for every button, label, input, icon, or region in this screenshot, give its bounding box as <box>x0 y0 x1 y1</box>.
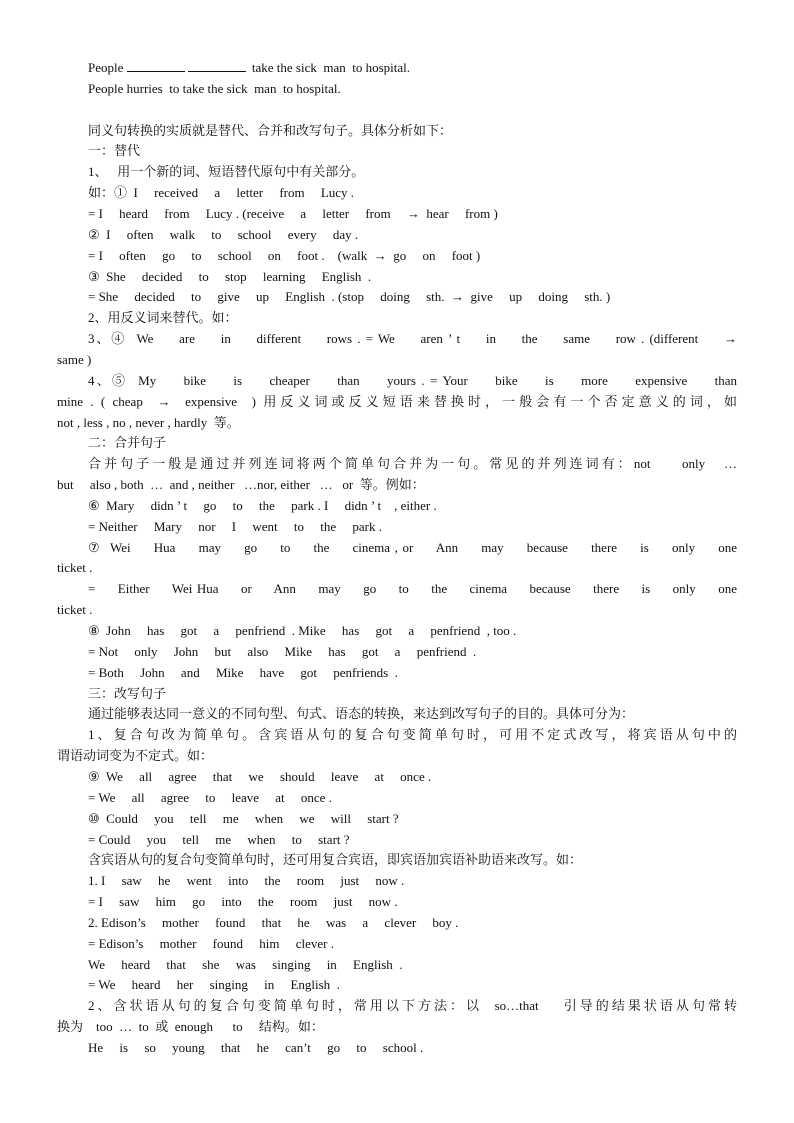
text-line: 3、④ We are in different rows . = We aren ’ t in the same row . (different → <box>88 331 737 347</box>
text-line: People hurries to take the sick man to hospital. <box>88 80 341 96</box>
text-line: 二：合并句子 <box>88 435 167 451</box>
text-line: 同义句转换的实质就是替代、合并和改写句子。具体分析如下： <box>88 122 453 138</box>
exercise-suffix: take the sick man to hospital. <box>251 60 411 75</box>
answer-blank-1[interactable] <box>127 59 185 72</box>
text-line: same ) <box>57 351 92 367</box>
text-line: 4、⑤ My bike is cheaper than yours . = Your bike is more expensive than <box>88 372 737 388</box>
text-line: = Either Wei Hua or Ann may go to the cinema because there is only one <box>88 581 737 597</box>
text-line: = We heard her singing in English . <box>88 977 340 993</box>
exercise-line-blanks <box>0 58 794 79</box>
text-line: 如：① I received a letter from Lucy . <box>88 185 355 201</box>
text-line: 1、 用一个新的词、短语替代原句中有关部分。 <box>88 164 365 180</box>
text-line: ⑨ We all agree that we should leave at once . <box>88 768 432 784</box>
text-line: = Not only John but also Mike has got a penfriend . <box>88 643 477 659</box>
text-line: but also , both … and , neither …nor, either … or 等。例如： <box>57 477 425 492</box>
text-line: ② I often walk to school every day . <box>88 226 359 242</box>
text-line: = We all agree to leave at once . <box>88 789 332 805</box>
text-line: not , less , no , never , hardly 等。 <box>57 414 240 430</box>
text-line: mine . ( cheap → expensive ) 用反义词或反义短语来替换时，一般会有一个否定意义的词，如 <box>57 393 737 409</box>
text-line: ticket . <box>57 602 93 618</box>
text-line: 换为 too … to 或 enough to 结构。如： <box>57 1019 324 1035</box>
answer-blank-2[interactable] <box>188 59 246 72</box>
text-line: 一：替代 <box>88 143 141 159</box>
text-line: = Edison’s mother found him clever . <box>88 935 334 951</box>
text-line: = I heard from Lucy . (receive a letter from → hear from ) <box>88 206 498 221</box>
text-line: 1、复合句改为简单句。含宾语从句的复合句变简单句时，可用不定式改写，将宾语从句中的 <box>88 727 737 743</box>
text-line: 谓语动词变为不定式。如： <box>57 748 214 764</box>
text-line: 2. Edison’s mother found that he was a clever boy . <box>88 914 459 930</box>
text-line: = I often go to school on foot . (walk → go on foot ) <box>88 247 481 263</box>
text-line: = Both John and Mike have got penfriends . <box>88 664 398 680</box>
text-line: 通过能够表达同一意义的不同句型、句式、语态的转换，来达到改写句子的目的。具体可分为： <box>88 706 635 722</box>
exercise-prefix: People <box>88 60 124 75</box>
text-line: 1. I saw he went into the room just now . <box>88 873 405 889</box>
text-line: = Could you tell me when to start ? <box>88 831 350 847</box>
text-line: 三：改写句子 <box>88 685 167 701</box>
text-line: 含宾语从句的复合句变简单句时，还可用复合宾语，即宾语加宾语补助语来改写。如： <box>88 852 583 868</box>
text-line: 2、含状语从句的复合句变简单句时，常用以下方法：以 so…that 引导的结果状语从句常转 <box>88 998 737 1014</box>
text-line: = I saw him go into the room just now . <box>88 894 398 909</box>
text-line: ticket . <box>57 560 93 576</box>
text-line: ⑦ Wei Hua may go to the cinema , or Ann may because there is only one <box>88 539 737 555</box>
text-line: ③ She decided to stop learning English . <box>88 268 372 284</box>
text-line: He is so young that he can’t go to school . <box>88 1040 424 1055</box>
text-line: = She decided to give up English . (stop doing sth. → give up doing sth. ) <box>88 289 611 305</box>
text-line: ⑧ John has got a penfriend . Mike has got a penfriend , too . <box>88 623 517 638</box>
text-line: We heard that she was singing in English . <box>88 956 403 972</box>
text-line: ⑩ Could you tell me when we will start ? <box>88 810 399 826</box>
text-line: 合并句子一般是通过并列连词将两个简单句合并为一句。常见的并列连词有：not only … <box>88 456 737 472</box>
text-line: ⑥ Mary didn ’ t go to the park . I didn ’ t , either . <box>88 497 437 513</box>
text-line: = Neither Mary nor I went to the park . <box>88 518 382 534</box>
text-line: 2、用反义词来替代。如： <box>88 310 238 326</box>
